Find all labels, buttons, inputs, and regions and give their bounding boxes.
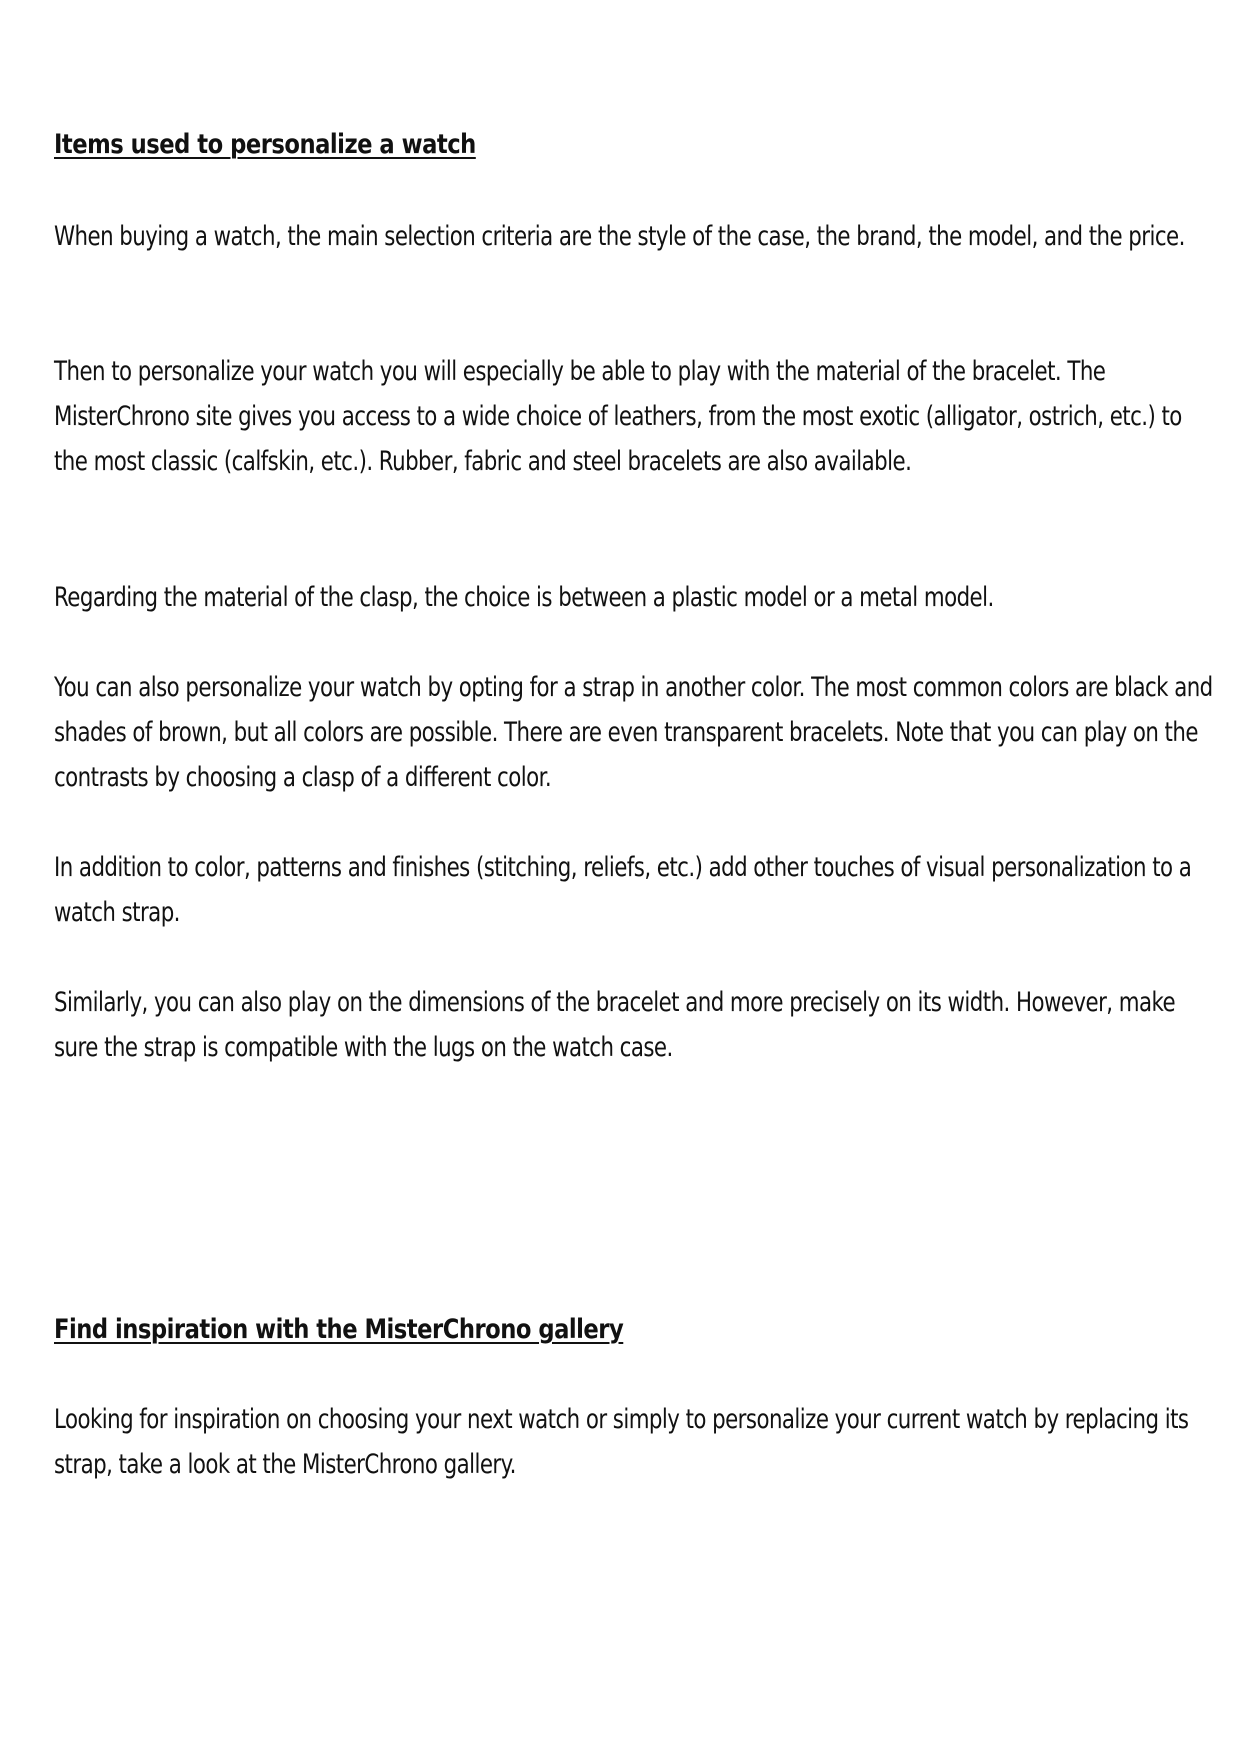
paragraph-bracelet-dimensions: Similarly, you can also play on the dimensions of the bracelet and more precisely on its width. However, make sure the strap is compatible with the lugs on the watch case. [54, 987, 1176, 1063]
paragraph-strap-color: You can also personalize your watch by opting for a strap in another color. The most common colors are black and shades of brown, but all colors are possible. There are even transparent bracelets. Note that you can play on the contrasts by choosing a clasp of a different color. [54, 672, 1213, 793]
paragraph-selection-criteria: When buying a watch, the main selection criteria are the style of the case, the brand, the model, and the price. [54, 221, 1185, 252]
section-heading-personalize: Items used to personalize a watch [54, 129, 476, 160]
paragraph-patterns-finishes: In addition to color, patterns and finishes (stitching, reliefs, etc.) add other touches of visual personalization to a watch strap. [54, 852, 1192, 928]
section-heading-gallery: Find inspiration with the MisterChrono gallery [54, 1314, 624, 1345]
paragraph-gallery-inspiration: Looking for inspiration on choosing your next watch or simply to personalize your current watch by replacing its strap, take a look at the MisterChrono gallery. [54, 1404, 1189, 1480]
paragraph-bracelet-material: Then to personalize your watch you will especially be able to play with the material of the bracelet. The MisterChrono site gives you access to a wide choice of leathers, from the most exotic (alligator, ostrich, etc.) to the most classic (calfskin, etc.). Rubber, fabric and steel bracelets are also available. [54, 356, 1182, 477]
paragraph-clasp-material: Regarding the material of the clasp, the choice is between a plastic model or a metal model. [54, 582, 994, 613]
